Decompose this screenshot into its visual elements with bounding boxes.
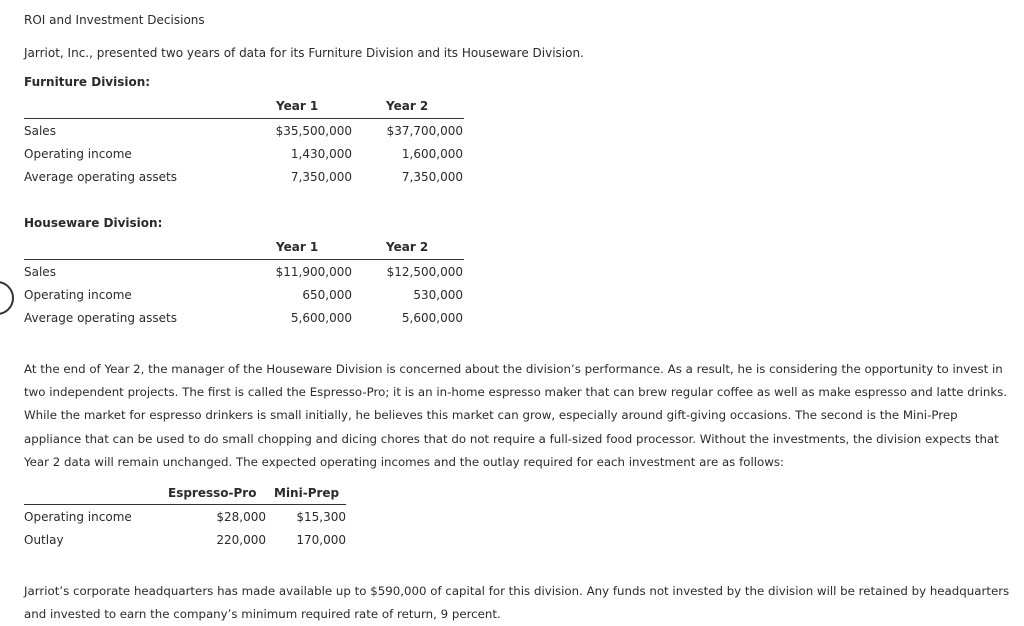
projects-col-miniprep: Mini-Prep	[274, 486, 340, 500]
year1-value: $11,900,000	[275, 265, 352, 279]
furniture-header-rule	[24, 118, 464, 119]
page-title: ROI and Investment Decisions	[24, 13, 205, 27]
row-label: Operating income	[24, 510, 132, 524]
year1-value: $35,500,000	[275, 124, 352, 138]
year2-value: 1,600,000	[401, 147, 463, 161]
year1-value: 5,600,000	[290, 311, 352, 325]
row-label: Operating income	[24, 288, 132, 302]
row-label: Outlay	[24, 533, 64, 547]
miniprep-value: $15,300	[296, 510, 346, 524]
houseware-col-year2: Year 2	[386, 240, 429, 254]
houseware-col-year1: Year 1	[276, 240, 319, 254]
houseware-heading: Houseware Division:	[24, 216, 163, 230]
row-label: Average operating assets	[24, 311, 177, 325]
intro-text: Jarriot, Inc., presented two years of data for its Furniture Division and its Houseware Division.	[24, 46, 584, 60]
furniture-col-year2: Year 2	[386, 99, 429, 113]
furniture-col-year1: Year 1	[276, 99, 319, 113]
houseware-header-rule	[24, 259, 464, 260]
projects-header-rule	[24, 504, 346, 505]
radio-marker-icon[interactable]	[0, 281, 14, 315]
row-label: Sales	[24, 124, 56, 138]
row-label: Sales	[24, 265, 56, 279]
year1-value: 7,350,000	[290, 170, 352, 184]
espresso-value: $28,000	[216, 510, 266, 524]
furniture-heading: Furniture Division:	[24, 75, 151, 89]
miniprep-value: 170,000	[296, 533, 346, 547]
year1-value: 650,000	[302, 288, 352, 302]
year2-value: 5,600,000	[401, 311, 463, 325]
espresso-value: 220,000	[216, 533, 266, 547]
year2-value: 530,000	[413, 288, 463, 302]
projects-col-espresso: Espresso-Pro	[168, 486, 257, 500]
row-label: Average operating assets	[24, 170, 177, 184]
year2-value: $12,500,000	[386, 265, 463, 279]
year1-value: 1,430,000	[290, 147, 352, 161]
scenario-paragraph: At the end of Year 2, the manager of the Houseware Division is concerned about the division’s performance. As a result, he is considering the opportunity to invest in two independent projects. The first is called the Espresso-Pro; it is an in-home espresso maker that can brew regular coffee as well as make espresso and latte drinks. While the market for espresso drinkers is small initially, he believes this market can grow, especially around gift-giving occasions. The second is the Mini-Prep appliance that can be used to do small chopping and dicing chores that do not require a full-sized food processor. Without the investments, the division expects that Year 2 data will remain unchanged. The expected operating incomes and the outlay required for each investment are as follows:	[24, 362, 1008, 469]
row-label: Operating income	[24, 147, 132, 161]
year2-value: 7,350,000	[401, 170, 463, 184]
closing-paragraph: Jarriot’s corporate headquarters has made available up to $590,000 of capital for this division. Any funds not invested by the division will be retained by headquarters and invested to earn the company’s minimum required rate of return, 9 percent.	[24, 584, 1010, 622]
year2-value: $37,700,000	[386, 124, 463, 138]
